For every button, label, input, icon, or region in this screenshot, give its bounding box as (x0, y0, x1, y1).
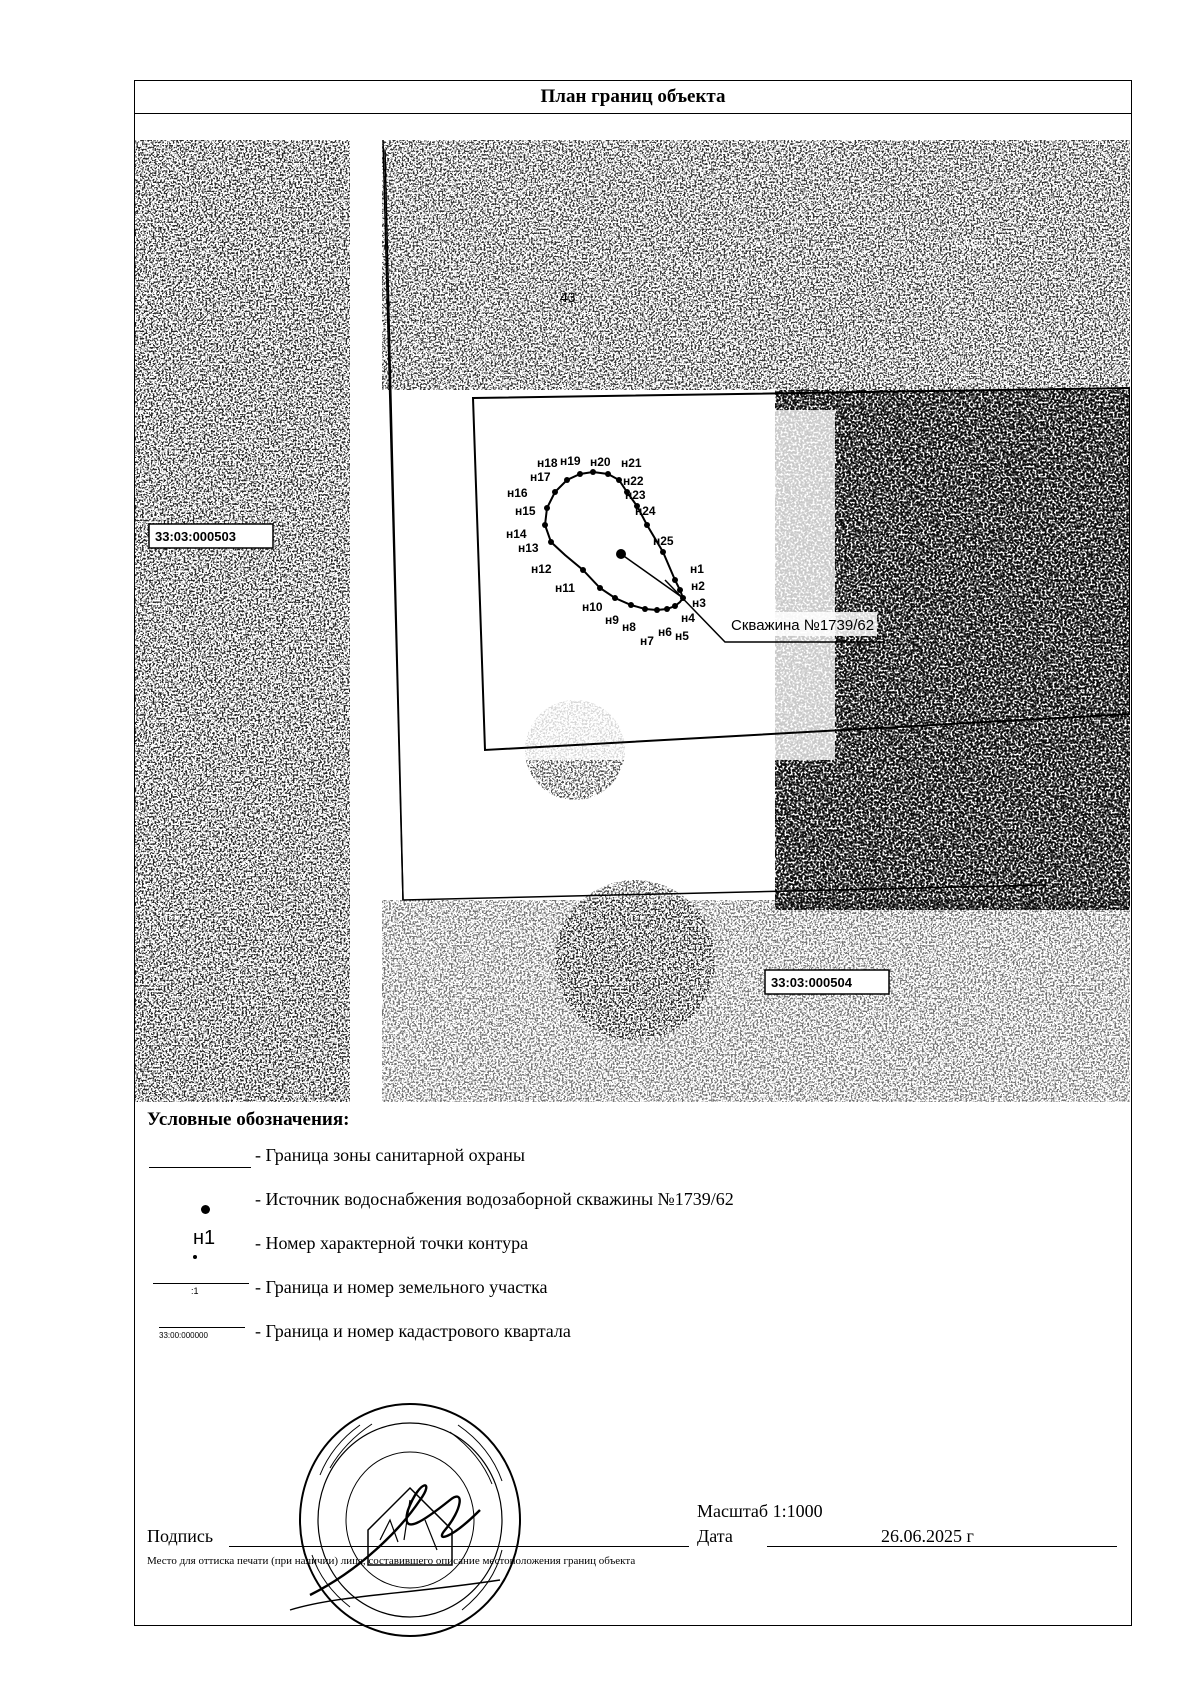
point-label: н4 (681, 611, 695, 625)
map-canvas (135, 140, 1130, 1102)
legend-item-parcel (135, 1271, 1125, 1311)
legend-text: - Граница и номер земельного участка (255, 1277, 548, 1297)
map-watermark: Yandex (953, 240, 983, 250)
legend-title: Условные обозначения: (147, 1109, 350, 1130)
point-label: н18 (537, 456, 558, 470)
legend-symbol-text: :1 (191, 1286, 199, 1296)
point-label: н16 (507, 486, 528, 500)
point-label: н9 (605, 613, 619, 627)
point-label: н7 (640, 634, 654, 648)
point-label: н21 (621, 456, 642, 470)
legend-line-symbol (147, 1139, 255, 1179)
date-value: 26.06.2025 г (881, 1526, 974, 1546)
legend-symbol-text: н1 (193, 1227, 216, 1249)
point-label: н20 (590, 455, 611, 469)
legend-text: - Граница зоны санитарной охраны (255, 1145, 525, 1165)
quarter-label-south: 33:03:000504 (771, 975, 852, 990)
stamp-footnote: Место для оттиска печати (при наличии) лица, составившего описание местоположения границ объекта (147, 1555, 636, 1567)
point-label: н1 (690, 562, 704, 576)
well-callout-label: Скважина №1739/62 (731, 617, 875, 634)
point-label: н25 (653, 534, 674, 548)
point-label: н23 (625, 488, 646, 502)
signature-label: Подпись (147, 1526, 214, 1546)
point-label: н17 (530, 470, 551, 484)
legend-text: - Номер характерной точки контура (255, 1233, 529, 1253)
scale-label: Масштаб 1:1000 (697, 1501, 823, 1521)
dot-icon (147, 1183, 255, 1223)
parcel-number-label: 43 (560, 289, 576, 305)
page-title-text: План границ объекта (540, 86, 726, 107)
quarter-label-west: 33:03:000503 (155, 529, 236, 544)
quarter-line-symbol (147, 1315, 255, 1355)
legend-text: - Источник водоснабжения водозаборной скважины №1739/62 (255, 1189, 734, 1209)
point-label: н6 (658, 625, 672, 639)
page-title (135, 81, 1131, 114)
legend-text: - Граница и номер кадастрового квартала (255, 1321, 571, 1341)
point-label: н11 (555, 581, 575, 595)
point-label: н24 (635, 504, 656, 518)
point-label: н22 (623, 474, 644, 488)
point-label: н3 (692, 596, 706, 610)
point-label: н2 (691, 579, 705, 593)
point-label: н19 (560, 454, 581, 468)
date-label: Дата (697, 1526, 733, 1546)
plan-frame (134, 80, 1132, 1626)
legend-item-point-number (135, 1227, 1125, 1267)
legend-item-quarter (135, 1315, 1125, 1355)
parcel-line-symbol (147, 1271, 255, 1311)
point-label: н14 (506, 527, 527, 541)
point-label: н5 (675, 629, 689, 643)
point-label: н13 (518, 541, 539, 555)
legend-item-zone-boundary (135, 1139, 1125, 1179)
point-label: н15 (515, 504, 536, 518)
legend-symbol-text: 33:00:000000 (159, 1331, 208, 1340)
point-label: н10 (582, 600, 603, 614)
signature-line (229, 1546, 689, 1547)
aerial-map (135, 140, 1130, 1102)
legend-item-water-source (135, 1183, 1125, 1223)
point-label: н12 (531, 562, 552, 576)
point-label: н8 (622, 620, 636, 634)
point-number-symbol (147, 1227, 255, 1267)
